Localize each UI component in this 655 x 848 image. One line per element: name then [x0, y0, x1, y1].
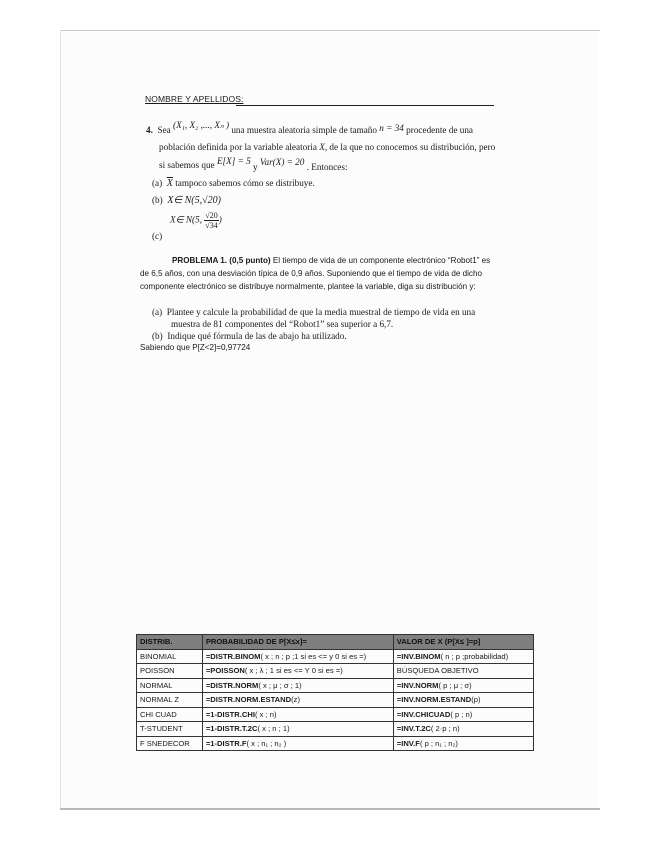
row-value: BÚSQUEDA OBJETIVO — [393, 664, 533, 679]
option-c-label: (c) — [152, 231, 163, 241]
scan-edge-top — [60, 30, 600, 31]
expectation: E[X] = 5 — [216, 156, 251, 166]
question4-line2-text: población definida por la variable aleatoria — [159, 142, 317, 152]
question4-line3 — [159, 156, 348, 172]
question4-line3-text: si sabemos que — [159, 160, 215, 170]
row-prob: =DISTR.BINOM( x ; n ; p ;1 si es <= y 0 si es =) — [202, 649, 393, 664]
table-row — [137, 664, 534, 679]
question4-line1-text: una muestra aleatoria simple de tamaño — [231, 125, 377, 135]
table-row — [137, 693, 534, 708]
row-prob: =1-DISTR.T.2C( x ; n ; 1) — [202, 722, 393, 737]
option-b-label: (b) — [152, 195, 163, 205]
part-a-label: (a) — [152, 307, 163, 317]
row-dist: NORMAL Z — [137, 693, 203, 708]
question4-line1 — [146, 120, 474, 136]
option-b-formula: X∈ N(5,√20) — [167, 195, 221, 206]
question4-line2 — [159, 141, 495, 153]
formula-function: =DISTR.NORM — [205, 680, 259, 690]
option-c-numerator: √20 — [205, 211, 218, 220]
header-distrib: DISTRIB. — [137, 635, 203, 650]
problem1-part-a — [152, 306, 522, 318]
table-row — [137, 678, 534, 693]
formula-function: =DISTR.NORM.ESTAND — [205, 695, 292, 705]
row-value: =INV.NORM( p ; μ ; σ) — [393, 678, 533, 693]
formula-function: =DISTR.BINOM — [205, 651, 261, 661]
row-dist: CHI CUAD — [137, 707, 203, 722]
formula-function: =INV.BINOM — [396, 651, 441, 661]
table-row — [137, 649, 534, 664]
formula-function: =INV.NORM — [396, 680, 439, 690]
row-prob: =1-DISTR.F( x ; n₁ ; n₂ ) — [202, 736, 393, 751]
row-value: =INV.BINOM( n ; p ;probabilidad) — [393, 649, 533, 664]
problem1-line1 — [172, 255, 490, 267]
part-a-line1: Plantee y calcule la probabilidad de que la media muestral de tiempo de vida en una — [166, 307, 476, 317]
question4-line1-end: procedente de una — [406, 125, 474, 135]
option-c-prefix: X∈ N(5, — [170, 214, 202, 225]
option-c-formula — [170, 211, 222, 230]
name-underline — [236, 105, 494, 106]
table-row — [137, 722, 534, 737]
entonces: . Entonces: — [306, 162, 348, 172]
distribution-table — [136, 634, 534, 751]
row-dist: BINOMIAL — [137, 649, 203, 664]
problem1-intro-1: El tiempo de vida de un componente electrónico “Robot1” es — [272, 256, 491, 265]
formula-function: =INV.T.2C — [396, 724, 431, 734]
row-value: =INV.CHICUAD( p ; n) — [393, 707, 533, 722]
row-prob: =POISSON( x ; λ ; 1 si es <= Y 0 si es =) — [202, 664, 393, 679]
problem1-intro-3: componente electrónico se distribuye normalmente, plantee la variable, diga su distribución y: — [140, 282, 476, 291]
row-prob: =DISTR.NORM.ESTAND(z) — [202, 693, 393, 708]
option-c-suffix: ) — [218, 214, 222, 225]
formula-function: =POISSON — [205, 666, 245, 676]
row-prob: =1-DISTR.CHI( x ; n) — [202, 707, 393, 722]
formula-function: =1-DISTR.F — [205, 738, 247, 748]
formula-function: =1-DISTR.CHI — [205, 709, 255, 719]
row-dist: F SNEDECOR — [137, 736, 203, 751]
table-row — [137, 736, 534, 751]
row-dist: T-STUDENT — [137, 722, 203, 737]
problem1-intro-2: de 6,5 años, con una desviación típica de 0,9 años. Suponiendo que el tiempo de vida de dicho — [140, 269, 482, 278]
question-sea: Sea — [157, 125, 171, 135]
option-a-label: (a) — [152, 178, 163, 188]
option-a-text: tampoco sabemos cómo se distribuye. — [175, 178, 315, 188]
random-variable: X — [319, 142, 325, 152]
header-value: VALOR DE X (P[X≤ ]=p] — [393, 635, 533, 650]
variance: Var(X) = 20 — [259, 157, 305, 167]
part-b-text: Indique qué fórmula de las de abajo ha utilizado. — [167, 331, 347, 341]
row-dist: POISSON — [137, 664, 203, 679]
formula-function: =INV.F — [396, 738, 420, 748]
table-header-row — [137, 635, 534, 650]
row-value: =INV.F( p ; n₁ ; n₂) — [393, 736, 533, 751]
part-a-line2: muestra de 81 componentes del “Robot1” sea superior a 6,7. — [171, 319, 394, 329]
question-number: 4. — [146, 125, 153, 135]
name-label: NOMBRE Y APELLIDOS: — [145, 94, 244, 104]
formula-function: =INV.CHICUAD — [396, 709, 451, 719]
row-prob: =DISTR.NORM( x ; μ ; σ ; 1) — [202, 678, 393, 693]
row-value: =INV.NORM.ESTAND(p) — [393, 693, 533, 708]
question4-line2-end: , de la que no conocemos su distribución, pero — [324, 142, 496, 152]
formula-function: =INV.NORM.ESTAND — [396, 695, 472, 705]
problem1-title: PROBLEMA 1. (0,5 punto) — [172, 256, 271, 265]
conjunction: y — [253, 162, 258, 172]
table-row — [137, 707, 534, 722]
option-b — [152, 194, 221, 207]
sample-size: n = 34 — [379, 123, 404, 133]
scan-edge-left — [60, 30, 61, 810]
option-c-fraction — [204, 211, 218, 230]
scan-edge-bottom — [60, 808, 600, 810]
formula-function: =1-DISTR.T.2C — [205, 724, 258, 734]
problem1-hint: Sabiendo que P[Z<2]=0,97724 — [140, 343, 251, 352]
option-c-denominator: √34 — [205, 221, 218, 230]
sample-mean-symbol: $\overline{X}$ — [166, 178, 173, 189]
row-value: =INV.T.2C( 2·p ; n) — [393, 722, 533, 737]
sample-notation: (X₁, X₂ ,..., Xₙ ) — [173, 120, 230, 130]
option-a — [152, 177, 315, 190]
problem1-part-b — [152, 330, 347, 342]
row-dist: NORMAL — [137, 678, 203, 693]
header-probability: PROBABILIDAD DE P[X≤x]= — [202, 635, 393, 650]
part-b-label: (b) — [152, 331, 163, 341]
